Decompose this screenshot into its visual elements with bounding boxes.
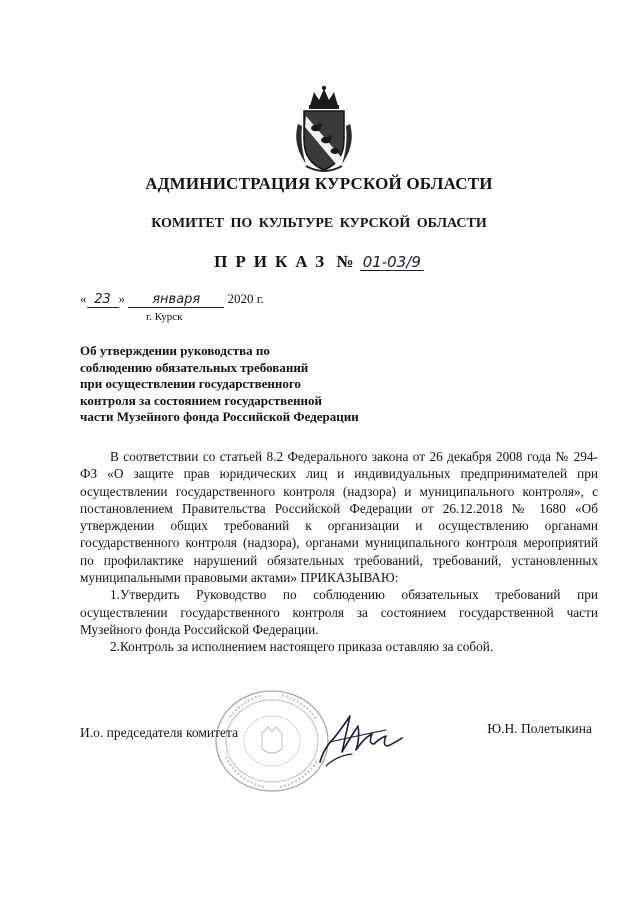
preamble-paragraph: В соответствии со статьей 8.2 Федерального закона от 26 декабря 2008 года № 294-ФЗ «О защите прав юридических лиц и индивидуальных предпринимателей при осуществлении государственного контроля (надзора) и муниципального контроля», с постановлением Правительства Российской Федерации от 26.12.2018 № 1680 «Об утверждении общих требований к организации и осуществлению органами государственного контроля (надзора), органами муниципального контроля мероприятий по профилактике нарушений обязательных требований, требований, установленных муниципальными правовыми актами» ПРИКАЗЫВАЮ: — [80, 449, 598, 586]
date-year: 2020 г. — [227, 291, 264, 306]
subject-line: соблюдению обязательных требований — [80, 359, 309, 375]
order-item-1: 1.Утвердить Руководство по соблюдению обязательных требований при осуществлении государственного контроля за состоянием государственной части Музейного фонда Российской Федерации. — [80, 587, 598, 637]
subject-line: части Музейного фонда Российской Федерации — [80, 409, 359, 424]
committee-title: КОМИТЕТ ПО КУЛЬТУРЕ КУРСКОЙ ОБЛАСТИ — [151, 216, 487, 231]
order-heading — [0, 252, 638, 272]
signatory-position: И.о. председателя комитета — [80, 725, 239, 740]
order-word: ПРИКАЗ — [214, 252, 333, 271]
order-body — [80, 448, 598, 656]
order-subject — [80, 343, 440, 426]
number-sign: № — [336, 252, 354, 271]
date-month: января — [128, 293, 224, 308]
date-open-quote: « — [80, 291, 87, 306]
order-item-2: 2.Контроль за исполнением настоящего приказа оставляю за собой. — [110, 639, 494, 655]
handwritten-signature-icon — [316, 708, 406, 768]
subject-line: контроля за состоянием государственной — [80, 392, 322, 408]
subject-line: при осуществлении государственного — [80, 376, 301, 391]
subject-line: Об утверждении руководства по — [80, 343, 270, 358]
order-date — [80, 291, 264, 308]
official-seal-icon — [212, 687, 332, 795]
city-label: г. Курск — [146, 311, 183, 323]
signatory-name: Ю.Н. Полетыкина — [487, 721, 592, 736]
organization-title: АДМИНИСТРАЦИЯ КУРСКОЙ ОБЛАСТИ — [145, 174, 493, 193]
date-close-quote: » — [118, 291, 125, 306]
kursk-coat-of-arms-icon — [288, 84, 360, 174]
order-number: 01-03/9 — [360, 254, 424, 271]
date-day: 23 — [87, 293, 119, 308]
signature-block — [80, 720, 598, 810]
